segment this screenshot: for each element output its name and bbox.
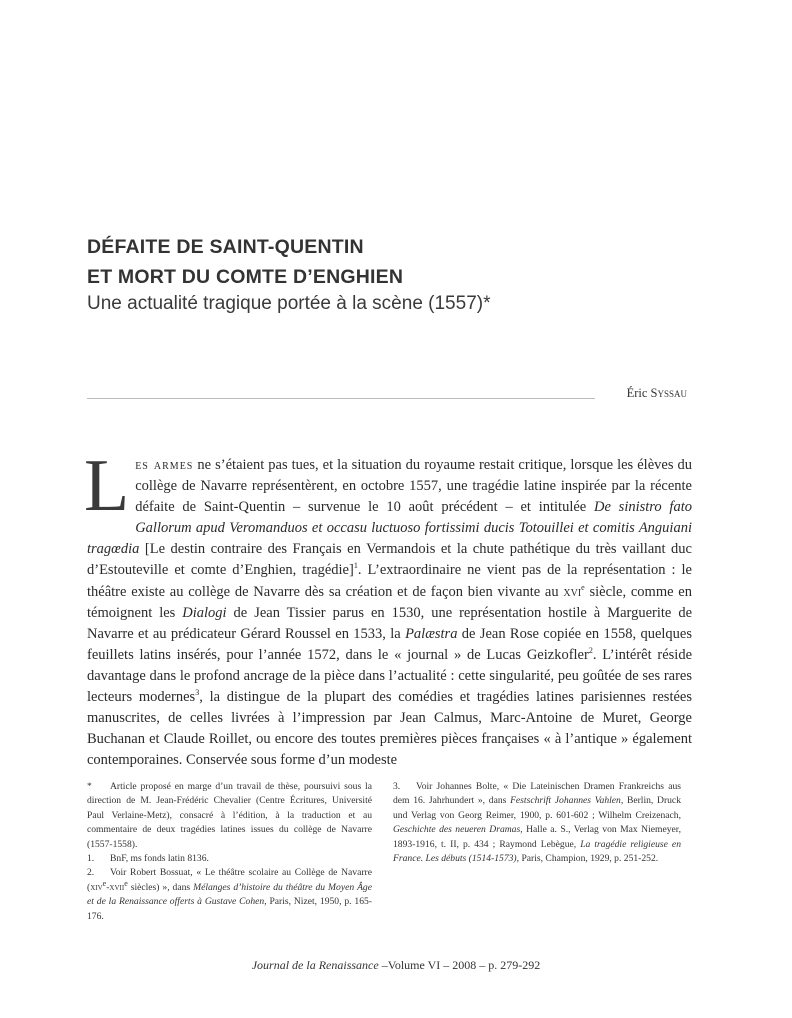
footnote-text: BnF, ms fonds latin 8136. xyxy=(110,853,209,865)
author-first-name: Éric xyxy=(626,386,648,400)
footnote-text: , Paris, Champion, 1929, p. 251-252. xyxy=(516,853,659,865)
latin-title: De sinistro fato Gallorum apud Veromanduos et occasu luctuoso fortissimi ducis Totouillei et comitis Anguiani tragœdia xyxy=(87,499,692,558)
footnote-text: siècles) », dans xyxy=(127,881,194,893)
text-run: . L’extraordinaire ne vient pas de la représentation : le théâtre existe au collège de Navarre dès sa création et de façon bien vivante au xyxy=(87,562,692,600)
footnote-1 xyxy=(87,852,372,866)
work-title: Mélanges d’histoire du théâtre du Moyen Âge et de la Renaissance offerts à Gustave Cohen xyxy=(87,881,372,908)
title-line-2: ET MORT DU COMTE D’ENGHIEN xyxy=(87,266,404,288)
work-title: Festschrift Johannes Vahlen xyxy=(510,795,621,807)
footnote-ref-2: 2 xyxy=(588,646,593,656)
lead-small-caps: es armes xyxy=(135,457,194,473)
footnote-mark: * xyxy=(87,781,92,792)
text-run: de Jean Rose copiée en 1558, quelques feuillets latins insérés, pour l’année 1572, dans le « journal » de Lucas Geizkofler xyxy=(87,625,692,663)
footnote-mark: 3. xyxy=(393,781,401,792)
volume-info: –Volume VI – 2008 – p. 279-292 xyxy=(378,958,541,972)
century-sup: e xyxy=(581,582,585,592)
article-title xyxy=(87,232,403,292)
drop-cap: L xyxy=(84,445,130,527)
footnote-text: Voir Robert Bossuat, « Le théâtre scolaire au Collège de Navarre ( xyxy=(87,867,372,893)
footnote-mark: 2. xyxy=(87,867,95,879)
footnote-text: Voir Johannes Bolte, « Die Lateinischen Dramen Frankreichs aus dem 16. Jahrhundert », dans xyxy=(393,781,681,807)
footnote-2 xyxy=(87,866,372,924)
footnote-text: Article proposé en marge d’un travail de thèse, poursuivi sous la direction de M. Jean-Frédéric Chevalier (Centre Écritures, Université Paul Verlaine-Metz), consacré à l’édition, à la traduction et au commentaire de deux tragédies latines issues du collège de Navarre (1557-1558). xyxy=(87,781,372,850)
century-numeral: xiv xyxy=(90,881,103,893)
author-last-name: Syssau xyxy=(650,386,687,400)
text-run: . L’intérêt réside davantage dans le profond ancrage de la pièce dans l’actualité : cette singularité, peu goûtée de ses rares lecteurs modernes xyxy=(87,646,693,706)
body-paragraph xyxy=(84,445,693,771)
century-numeral: xvii xyxy=(109,881,125,893)
text-run: , la distingue de la plupart des comédies et tragédies latines parisiennes restées manuscrites, de celles livrées à l’impression par Jean Calmus, Marc-Antoine de Muret, George Buchanan et Claude Roillet, ou encore des toutes premières pièces françaises « à l’antique » également contemporaines. Conservée sous forme d’un modeste xyxy=(87,689,692,769)
work-title: Geschichte des neueren Dramas xyxy=(393,824,521,836)
author-rule xyxy=(87,398,595,399)
body-text xyxy=(84,445,693,771)
footnote-mark: 1. xyxy=(87,853,95,865)
text-run: [Le destin contraire des Français en Vermandois et la chute pathétique du très vaillant duc d’Estouteville et comte d’Enghien, tragédie] xyxy=(87,541,692,579)
text-run: de Jean Tissier parus en 1530, une représentation hostile à Marguerite de Navarre et au prédicateur Gérard Roussel en 1533, la xyxy=(87,604,693,642)
journal-name: Journal de la Renaissance xyxy=(251,958,379,972)
work-title: Dialogi xyxy=(182,604,227,621)
author-name xyxy=(627,386,687,401)
footnote-text: - xyxy=(106,881,110,893)
footnotes-left-column xyxy=(87,780,372,924)
footnote-text: , Halle a. S., Verlag von Max Niemeyer, 1893-1916, t. II, p. 434 ; Raymond Lebègue, xyxy=(393,824,681,850)
century-numeral: xvi xyxy=(563,583,582,600)
page-footer xyxy=(0,958,792,973)
footnote-text: , Paris, Nizet, 1950, p. 165-176. xyxy=(87,896,372,922)
footnote-ref-1: 1 xyxy=(353,561,358,571)
article-subtitle: Une actualité tragique portée à la scène (1557)* xyxy=(87,293,491,314)
work-title: Palæstra xyxy=(405,625,458,642)
title-line-1: DÉFAITE DE SAINT-QUENTIN xyxy=(87,236,364,258)
footnote-3 xyxy=(393,780,681,866)
footnote-ref-3: 3 xyxy=(195,688,200,698)
text-run: siècle, comme en témoignent les xyxy=(87,583,692,621)
century-sup: e xyxy=(124,878,128,888)
text-run: ne s’étaient pas tues, et la situation du royaume restait critique, lorsque les élèves du collège de Navarre représentèrent, en octobre 1557, une tragédie latine inspirée par la récente défaite de Saint-Quentin – survenue le 10 août précédent – et intitulée xyxy=(135,457,693,516)
century-sup: e xyxy=(102,878,107,888)
footnote-star xyxy=(87,780,372,852)
work-title: La tragédie religieuse en France. Les débuts (1514-1573) xyxy=(393,838,681,865)
footnotes-right-column xyxy=(393,780,681,866)
footnote-text: , Berlin, Druck und Verlag von Georg Reimer, 1900, p. 601-602 ; Wilhelm Creizenach, xyxy=(393,795,681,821)
